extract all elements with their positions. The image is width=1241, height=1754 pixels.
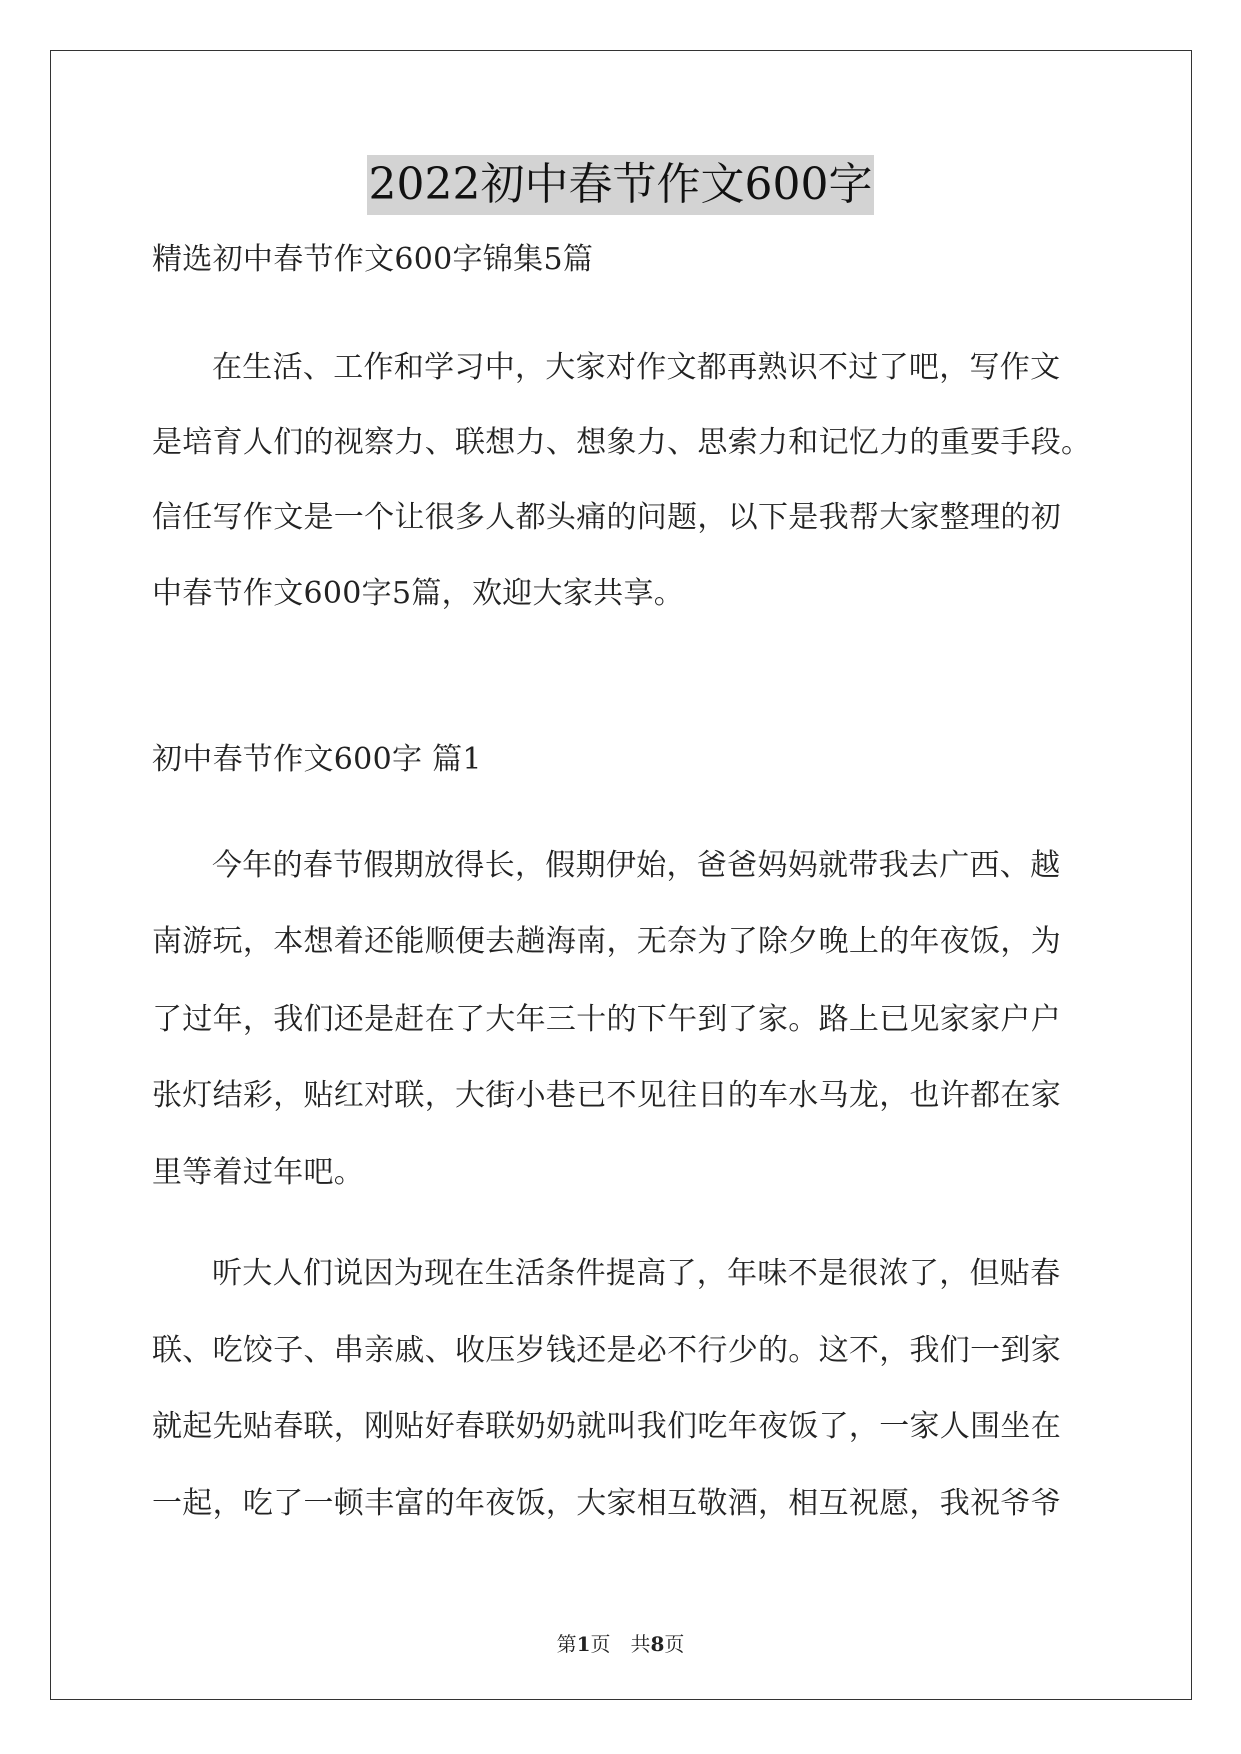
paragraph2-line: 联、吃饺子、串亲戚、收压岁钱还是必不行少的。这不，我们一到家 — [152, 1333, 1061, 1368]
footer-page-suffix: 页 — [664, 1632, 685, 1656]
footer-page-total: 8 — [650, 1632, 665, 1656]
document-subtitle: 精选初中春节作文600字锦集5篇 — [152, 242, 594, 277]
intro-line: 信任写作文是一个让很多人都头痛的问题，以下是我帮大家整理的初 — [152, 500, 1061, 535]
paragraph1-line: 里等着过年吧。 — [152, 1155, 365, 1190]
footer-page-current: 1 — [576, 1632, 591, 1656]
paragraph2-line: 一起，吃了一顿丰富的年夜饭，大家相互敬酒，相互祝愿，我祝爷爷 — [152, 1486, 1061, 1521]
footer-page-mid: 页 共 — [590, 1632, 651, 1656]
page-footer — [0, 1628, 1241, 1657]
paragraph1-line: 南游玩，本想着还能顺便去趟海南，无奈为了除夕晚上的年夜饭，为 — [152, 924, 1061, 959]
section-heading: 初中春节作文600字 篇1 — [152, 742, 482, 777]
intro-line: 在生活、工作和学习中，大家对作文都再熟识不过了吧，写作文 — [212, 350, 1061, 385]
intro-line: 是培育人们的视察力、联想力、想象力、思索力和记忆力的重要手段。 — [152, 425, 1092, 460]
paragraph2-line: 听大人们说因为现在生活条件提高了，年味不是很浓了，但贴春 — [212, 1256, 1061, 1291]
title-container — [0, 155, 1241, 215]
intro-line: 中春节作文600字5篇，欢迎大家共享。 — [152, 576, 685, 611]
paragraph1-line: 张灯结彩，贴红对联，大街小巷已不见往日的车水马龙，也许都在家 — [152, 1078, 1061, 1113]
document-title: 2022初中春节作文600字 — [367, 155, 875, 215]
footer-page-prefix: 第 — [556, 1632, 577, 1656]
paragraph1-line: 今年的春节假期放得长，假期伊始，爸爸妈妈就带我去广西、越 — [212, 848, 1061, 883]
paragraph2-line: 就起先贴春联，刚贴好春联奶奶就叫我们吃年夜饭了，一家人围坐在 — [152, 1409, 1061, 1444]
paragraph1-line: 了过年，我们还是赶在了大年三十的下午到了家。路上已见家家户户 — [152, 1002, 1061, 1037]
